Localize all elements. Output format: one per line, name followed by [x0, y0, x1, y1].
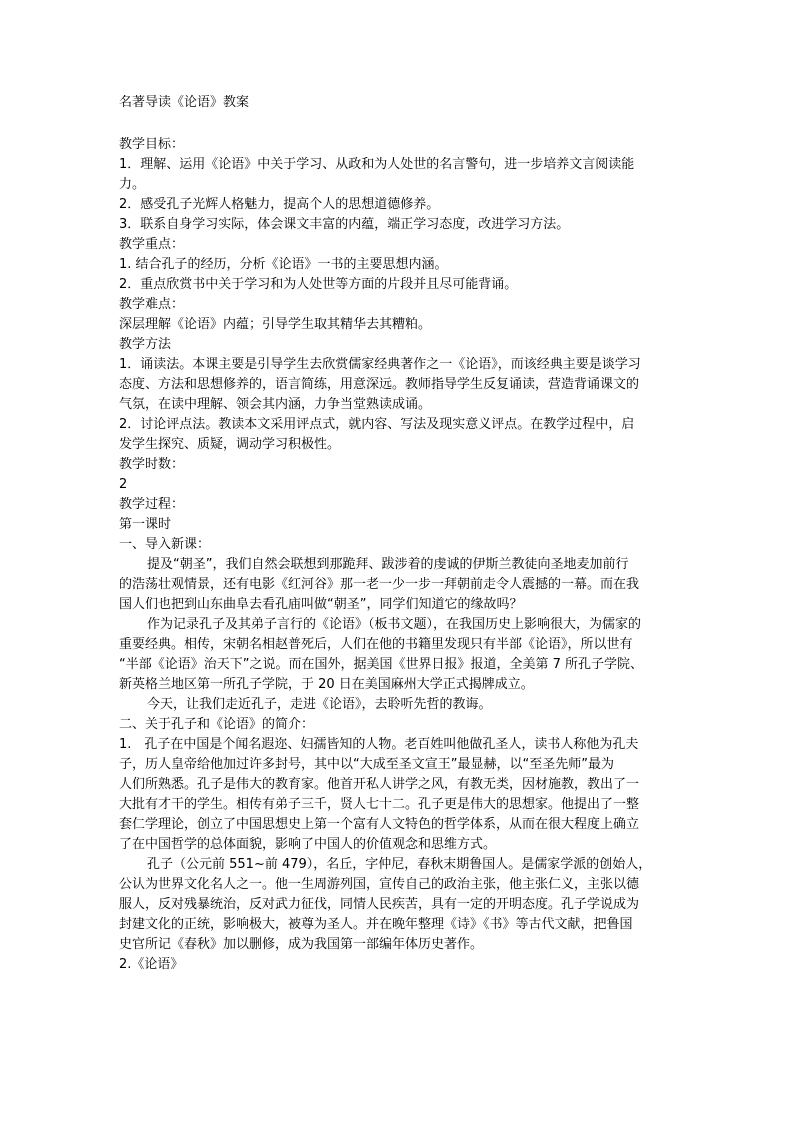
- text-line: 提及“朝圣”，我们自然会联想到那跪拜、跋涉着的虔诚的伊斯兰教徒向圣地麦加前行: [147, 557, 629, 572]
- text-line: 教学难点：: [119, 297, 185, 312]
- text-line: 教学重点：: [119, 237, 185, 252]
- text-line: 套仁学理论，创立了中国思想史上第一个富有人文特色的哲学体系，从而在很大程度上确立: [119, 817, 640, 832]
- text-line: 1．诵读法。本课主要是引导学生去欣赏儒家经典著作之一《论语》，而该经典主要是谈学习: [119, 357, 641, 372]
- text-line: 重要经典。相传，宋朝名相赵普死后，人们在他的书籍里发现只有半部《论语》，所以世有: [119, 637, 633, 652]
- text-line: 了在中国哲学的总体面貌，影响了中国人的价值观念和思维方式。: [119, 837, 497, 852]
- text-line: 气氛，在读中理解、领会其内涵，力争当堂熟读成诵。: [119, 397, 432, 412]
- text-line: 公认为世界文化名人之一。他一生周游列国，宣传自己的政治主张，他主张仁义，主张以德: [119, 877, 640, 892]
- text-line: 封建文化的正统，影响极大，被尊为圣人。并在晚年整理《诗》《书》等古代文献，把鲁国: [119, 917, 633, 932]
- text-line: 态度、方法和思想修养的，语言简练，用意深远。教师指导学生反复诵读，营造背诵课文的: [119, 377, 640, 392]
- text-line: 1．理解、运用《论语》中关于学习、从政和为人处世的名言警句，进一步培养文言阅读能: [119, 157, 635, 172]
- text-line: 子，历人皇帝给他加过许多封号，其中以“大成至圣文宣王”最显赫，以“至圣先师”最为: [119, 757, 614, 772]
- text-line: 的浩荡壮观情景，还有电影《红河谷》那一老一少一步一拜朝前走令人震撼的一幕。而在我: [119, 577, 640, 592]
- text-line: 孔子（公元前 551~前 479），名丘，字仲尼，春秋末期鲁国人。是儒家学派的创始人，: [147, 857, 652, 872]
- text-line: 3．联系自身学习实际，体会课文丰富的内蕴，端正学习态度，改进学习方法。: [119, 217, 570, 232]
- text-line: 2．讨论评点法。教读本文采用评点式，就内容、写法及现实意义评点。在教学过程中，启: [119, 417, 635, 432]
- text-line: 2．感受孔子光辉人格魅力，提高个人的思想道德修养。: [119, 197, 440, 212]
- text-line: 二、关于孔子和《论语》的简介：: [119, 717, 315, 732]
- text-line: 教学目标：: [119, 137, 185, 152]
- text-line: 人们所熟悉。孔子是伟大的教育家。他首开私人讲学之风，有教无类，因材施教，教出了一: [119, 777, 640, 792]
- text-line: 作为记录孔子及其弟子言行的《论语》（板书文题），在我国历史上影响很大，为儒家的: [147, 617, 642, 632]
- text-line: 1. 结合孔子的经历，分析《论语》一书的主要思想内涵。: [119, 257, 448, 272]
- text-line: 1. 孔子在中国是个闻名遐迩、妇孺皆知的人物。老百姓叫他做孔圣人，读书人称他为孔夫: [119, 737, 639, 752]
- text-line: 2: [119, 477, 128, 492]
- document-title: 名著导读《论语》教案: [119, 95, 250, 110]
- text-line: 教学过程：: [119, 497, 185, 512]
- text-line: 大批有才干的学生。相传有弟子三千，贤人七十二。孔子更是伟大的思想家。他提出了一整: [119, 797, 640, 812]
- text-line: 深层理解《论语》内蕴；引导学生取其精华去其糟粕。: [119, 317, 432, 332]
- text-line: 教学时数：: [119, 457, 185, 472]
- text-line: 2．重点欣赏书中关于学习和为人处世等方面的片段并且尽可能背诵。: [119, 277, 518, 292]
- text-line: 一、导入新课：: [119, 537, 211, 552]
- text-line: 力。: [119, 177, 146, 192]
- text-line: 新英格兰地区第一所孔子学院，于 20 日在美国麻州大学正式揭牌成立。: [119, 677, 534, 692]
- text-line: 发学生探究、质疑，调动学习积极性。: [119, 437, 341, 452]
- text-line: 今天，让我们走近孔子，走进《论语》，去聆听先哲的教诲。: [147, 697, 492, 712]
- text-line: 国人们也把到山东曲阜去看孔庙叫做“朝圣”，同学们知道它的缘故吗？: [119, 597, 523, 612]
- text-line: 第一课时: [119, 517, 172, 532]
- text-line: “半部《论语》治天下”之说。而在国外，据美国《世界日报》报道，全美第 7 所孔子学院、: [119, 657, 644, 672]
- text-line: 2.《论语》: [119, 957, 184, 972]
- text-line: 史官所记《春秋》加以删修，成为我国第一部编年体历史著作。: [119, 937, 484, 952]
- text-line: 教学方法: [119, 337, 172, 352]
- text-line: 服人，反对残暴统治，反对武力征伐，同情人民疾苦，具有一定的开明态度。孔子学说成为: [119, 897, 640, 912]
